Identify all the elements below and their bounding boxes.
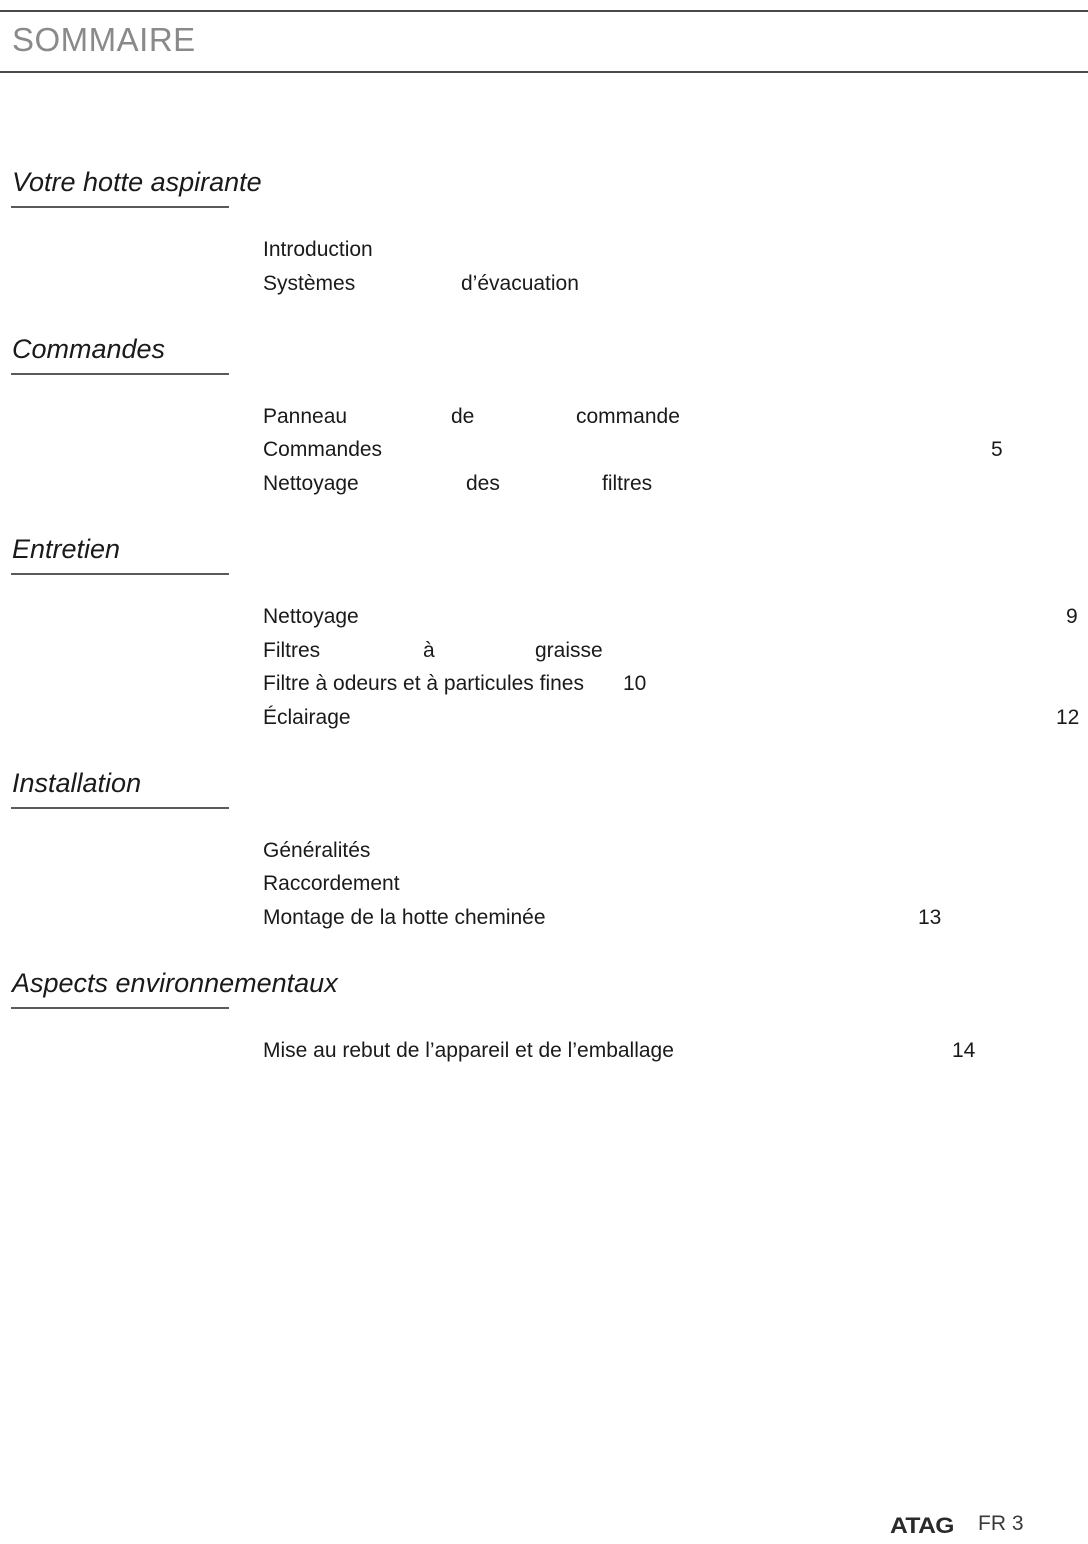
header-top-rule <box>0 10 1088 12</box>
section-heading-commandes: Commandes <box>12 334 166 364</box>
section-heading-installation: Installation <box>12 768 142 798</box>
section-heading-votre-hotte: Votre hotte aspirante <box>12 167 262 197</box>
toc-entry-filtre-odeurs[interactable]: Filtre à odeurs et à particules fines <box>263 672 584 695</box>
section-rule <box>11 807 229 809</box>
section-heading-entretien: Entretien <box>12 534 121 564</box>
toc-page-number: 12 <box>1056 706 1080 729</box>
toc-entry-filtres-graisse-word-1[interactable]: Filtres <box>263 639 321 662</box>
header-bottom-rule <box>0 71 1088 73</box>
toc-entry-filtres-graisse-word-3[interactable]: graisse <box>535 639 603 662</box>
section-heading-aspects-environnementaux: Aspects environnementaux <box>12 968 338 998</box>
toc-entry-nettoyage-filtres-word-2[interactable]: des <box>466 472 500 495</box>
section-rule <box>11 373 229 375</box>
page-number-label: FR 3 <box>978 1512 1024 1535</box>
toc-entry-nettoyage[interactable]: Nettoyage <box>263 605 359 628</box>
toc-page-number: 14 <box>952 1039 976 1062</box>
toc-entry-systemes-word-1[interactable]: Systèmes <box>263 272 356 295</box>
toc-entry-systemes-word-2[interactable]: d’évacuation <box>461 272 579 295</box>
toc-entry-introduction[interactable]: Introduction <box>263 238 373 261</box>
section-rule <box>11 206 229 208</box>
section-rule <box>11 1007 229 1009</box>
toc-page-number: 9 <box>1066 605 1078 628</box>
toc-entry-generalites[interactable]: Généralités <box>263 839 371 862</box>
toc-page-number: 5 <box>991 438 1003 461</box>
toc-page-number: 13 <box>918 906 942 929</box>
toc-entry-panneau-word-3[interactable]: commande <box>576 405 680 428</box>
toc-entry-panneau-word-1[interactable]: Panneau <box>263 405 348 428</box>
page-title: SOMMAIRE <box>12 21 196 58</box>
toc-entry-filtres-graisse-word-2[interactable]: à <box>423 639 435 662</box>
toc-entry-commandes[interactable]: Commandes <box>263 438 383 461</box>
toc-entry-mise-au-rebut[interactable]: Mise au rebut de l’appareil et de l’emballage <box>263 1039 674 1062</box>
toc-entry-raccordement[interactable]: Raccordement <box>263 872 400 895</box>
toc-entry-eclairage[interactable]: Éclairage <box>263 706 351 729</box>
section-rule <box>11 573 229 575</box>
toc-entry-panneau-word-2[interactable]: de <box>451 405 475 428</box>
toc-entry-montage[interactable]: Montage de la hotte cheminée <box>263 906 546 929</box>
toc-page-number: 10 <box>623 672 647 695</box>
toc-entry-nettoyage-filtres-word-1[interactable]: Nettoyage <box>263 472 359 495</box>
toc-entry-nettoyage-filtres-word-3[interactable]: filtres <box>602 472 653 495</box>
brand-logo: ATAG <box>890 1513 954 1538</box>
